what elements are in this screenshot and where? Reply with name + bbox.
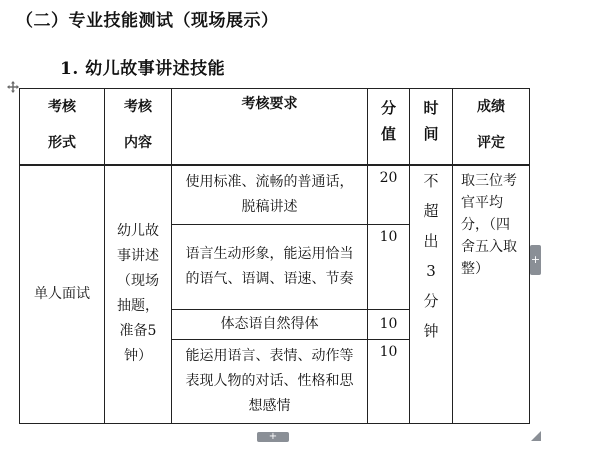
plus-icon: + xyxy=(530,253,541,266)
sub-title: 1. 幼儿故事讲述技能 xyxy=(60,59,226,79)
cell-requirement-4: 能运用语言、表情、动作等表现人物的对话、性格和思想感情 xyxy=(172,340,368,424)
cell-score-3: 10 xyxy=(368,310,410,340)
cell-time: 不超出3分钟 xyxy=(410,165,453,424)
cell-grade: 取三位考官平均分，（四舍五入取整） xyxy=(453,165,530,424)
evaluation-table xyxy=(19,88,530,424)
header-time: 时间 xyxy=(410,89,453,165)
cell-score-2: 10 xyxy=(368,225,410,310)
header-content: 考核内容 xyxy=(105,89,172,165)
add-row-handle[interactable] xyxy=(257,432,289,442)
table-move-handle-icon[interactable] xyxy=(6,80,20,94)
table-row xyxy=(20,165,530,225)
cell-score-4: 10 xyxy=(368,340,410,424)
cell-requirement-1: 使用标准、流畅的普通话，脱稿讲述 xyxy=(172,165,368,225)
header-requirement: 考核要求 xyxy=(172,89,368,165)
table-header-row xyxy=(20,89,530,165)
table-resize-icon[interactable] xyxy=(530,430,542,442)
cell-form: 单人面试 xyxy=(20,165,105,424)
plus-icon: + xyxy=(268,431,278,442)
cell-score-1: 20 xyxy=(368,165,410,225)
cell-requirement-2: 语言生动形象，能运用恰当的语气、语调、语速、节奏 xyxy=(172,225,368,310)
cell-requirement-3: 体态语自然得体 xyxy=(172,310,368,340)
header-form: 考核形式 xyxy=(20,89,105,165)
header-score: 分值 xyxy=(368,89,410,165)
header-grade: 成绩评定 xyxy=(453,89,530,165)
cell-content: 幼儿故事讲述（现场抽题，准备5钟） xyxy=(105,165,172,424)
section-title: （二）专业技能测试（现场展示） xyxy=(16,11,279,31)
add-column-handle[interactable] xyxy=(530,245,541,275)
